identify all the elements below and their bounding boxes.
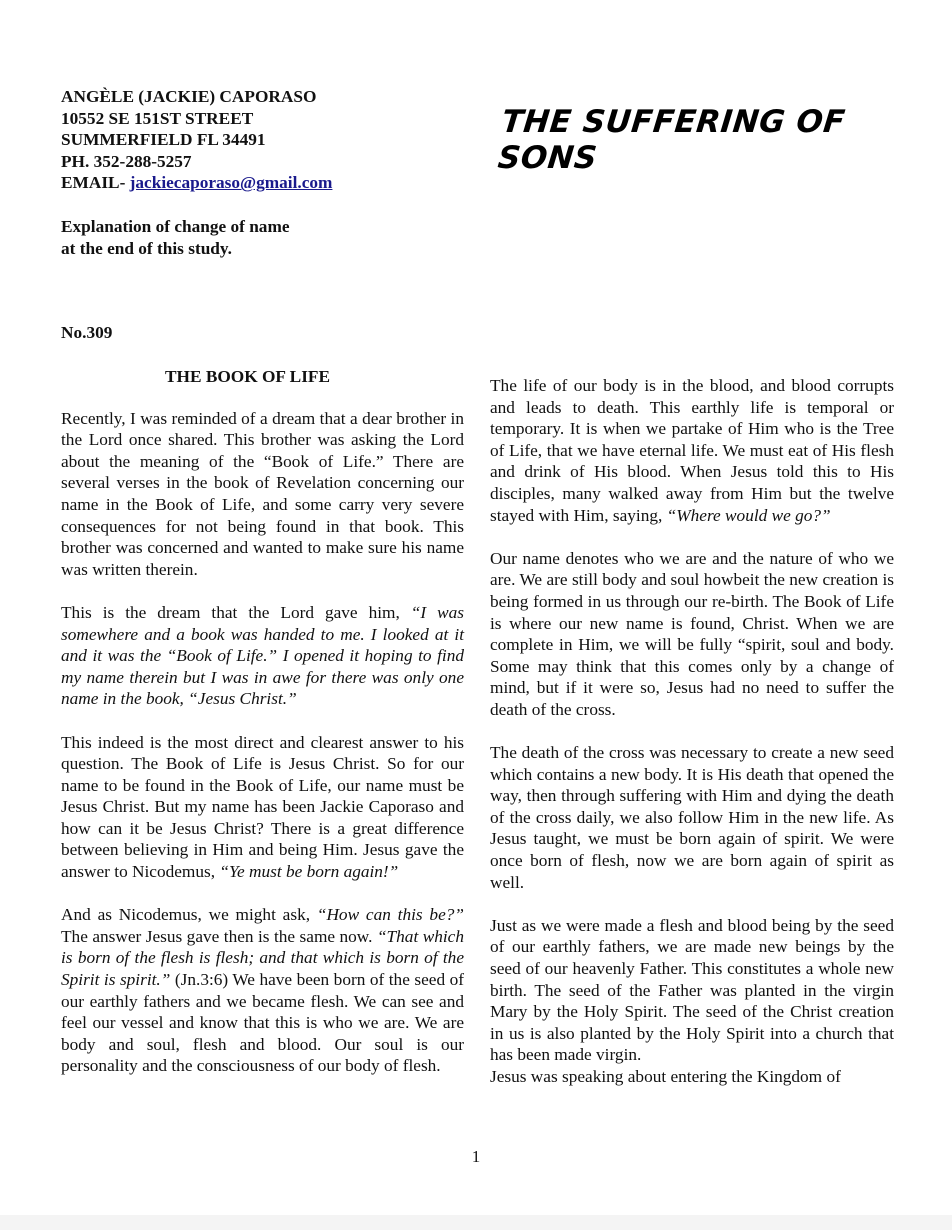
author-email-line: [61, 172, 332, 194]
study-number: No.309: [61, 323, 113, 342]
email-link[interactable]: jackiecaporaso@gmail.com: [129, 173, 333, 193]
scripture-reference: (Jn.3:6): [170, 970, 229, 990]
paragraph-text: This is the dream that the Lord gave him,: [61, 602, 411, 622]
paragraph-text: The answer Jesus gave then is the same now.: [61, 926, 377, 946]
scripture-quote: “Where would we go?”: [666, 505, 831, 525]
dream-quote: “I was somewhere and a book was handed to me. I looked at it and it was the “Book of Life.” I opened it hoping to find my name therein but I was in awe for there was only one name in the book, “Jesus Christ.”: [61, 602, 464, 709]
name-change-note: [61, 216, 290, 259]
author-contact-block: [61, 86, 332, 194]
series-title: THE SUFFERING OF SONS: [496, 104, 847, 176]
note-line-2: at the end of this study.: [61, 238, 232, 258]
paragraph: [61, 732, 464, 883]
paragraph: The death of the cross was necessary to create a new seed which contains a new body. It is His death that opened the way, then through suffering with Him and dying the death of the cross daily, we also follow Him in the new life. As Jesus taught, we must be born again of spirit. We were once born of flesh, now we are born again of spirit as well.: [490, 743, 894, 892]
page-number: 1: [471, 1147, 481, 1166]
paragraph-text: We have been born of the seed of our earthly fathers and we became flesh. We can see and feel our vessel and know that this is who we are. We are body and soul, flesh and blood. Our soul is our personality and the consciousness of our body of flesh.: [61, 970, 464, 1076]
paragraph: Recently, I was reminded of a dream that a dear brother in the Lord once shared. This brother was asking the Lord about the meaning of the “Book of Life.” There are several verses in the book of Revelation concerning our name in the Book of Life, and some carry very severe consequences for not being found in that book. This brother was concerned and wanted to make sure his name was written therein.: [61, 408, 464, 579]
paragraph: [61, 602, 464, 710]
paragraph-text: The life of our body is in the blood, and blood corrupts and leads to death. This earthly life is temporal or temporary. It is when we partake of Him who is the Tree of Life, that we have eternal life. We must eat of His flesh and drink of His blood. When Jesus told this to His disciples, many walked away from Him but the twelve stayed with Him, saying,: [490, 376, 894, 525]
right-column: [490, 375, 894, 1088]
study-title: THE BOOK OF LIFE: [165, 367, 330, 386]
scripture-quote: “How can this be?”: [316, 905, 464, 925]
paragraph-text: And as Nicodemus, we might ask,: [61, 905, 317, 925]
scripture-quote: “That which is born of the flesh is flesh; and that which is born of the Spirit is spirit.”: [61, 926, 464, 990]
scripture-quote: “Ye must be born again!”: [219, 862, 399, 882]
note-line-1: Explanation of change of name: [61, 217, 290, 236]
paragraph: Jesus was speaking about entering the Kingdom of: [490, 1067, 841, 1086]
author-city: SUMMERFIELD FL 34491: [61, 130, 266, 150]
page-bottom-edge: [0, 1215, 952, 1230]
paragraph-text: This indeed is the most direct and clearest answer to his question. The Book of Life is Jesus Christ. So for our name to be found in the Book of Life, our name must be Jesus Christ. But my name has been Jackie Caporaso and how can it be Jesus Christ? There is a great difference between believing in Him and being Him. Jesus gave the answer to Nicodemus,: [61, 732, 464, 882]
paragraph: Our name denotes who we are and the nature of who we are. We are still body and soul howbeit the new creation is being formed in us through our re-birth. The Book of Life is where our new name is found, Christ. When we are complete in Him, we will be fully “spirit, soul and body. Some may think that this comes only by a change of mind, but if it were so, Jesus had no need to suffer the death of the cross.: [490, 548, 894, 719]
author-street: 10552 SE 151ST STREET: [61, 108, 254, 128]
author-name: ANGÈLE (JACKIE) CAPORASO: [61, 87, 317, 106]
author-phone: PH. 352-288-5257: [61, 151, 192, 171]
left-column: [61, 366, 464, 1077]
paragraph: [61, 904, 464, 1077]
paragraph: [490, 375, 894, 526]
paragraph: Just as we were made a flesh and blood being by the seed of our earthly fathers, we are made new beings by the seed of our heavenly Father. This constitutes a whole new birth. The seed of the Father was planted in the virgin Mary by the Holy Spirit. The seed of the Christ creation in us is also planted by the Holy Spirit into a church that has been made virgin.: [490, 915, 894, 1065]
email-label: EMAIL-: [61, 173, 130, 193]
